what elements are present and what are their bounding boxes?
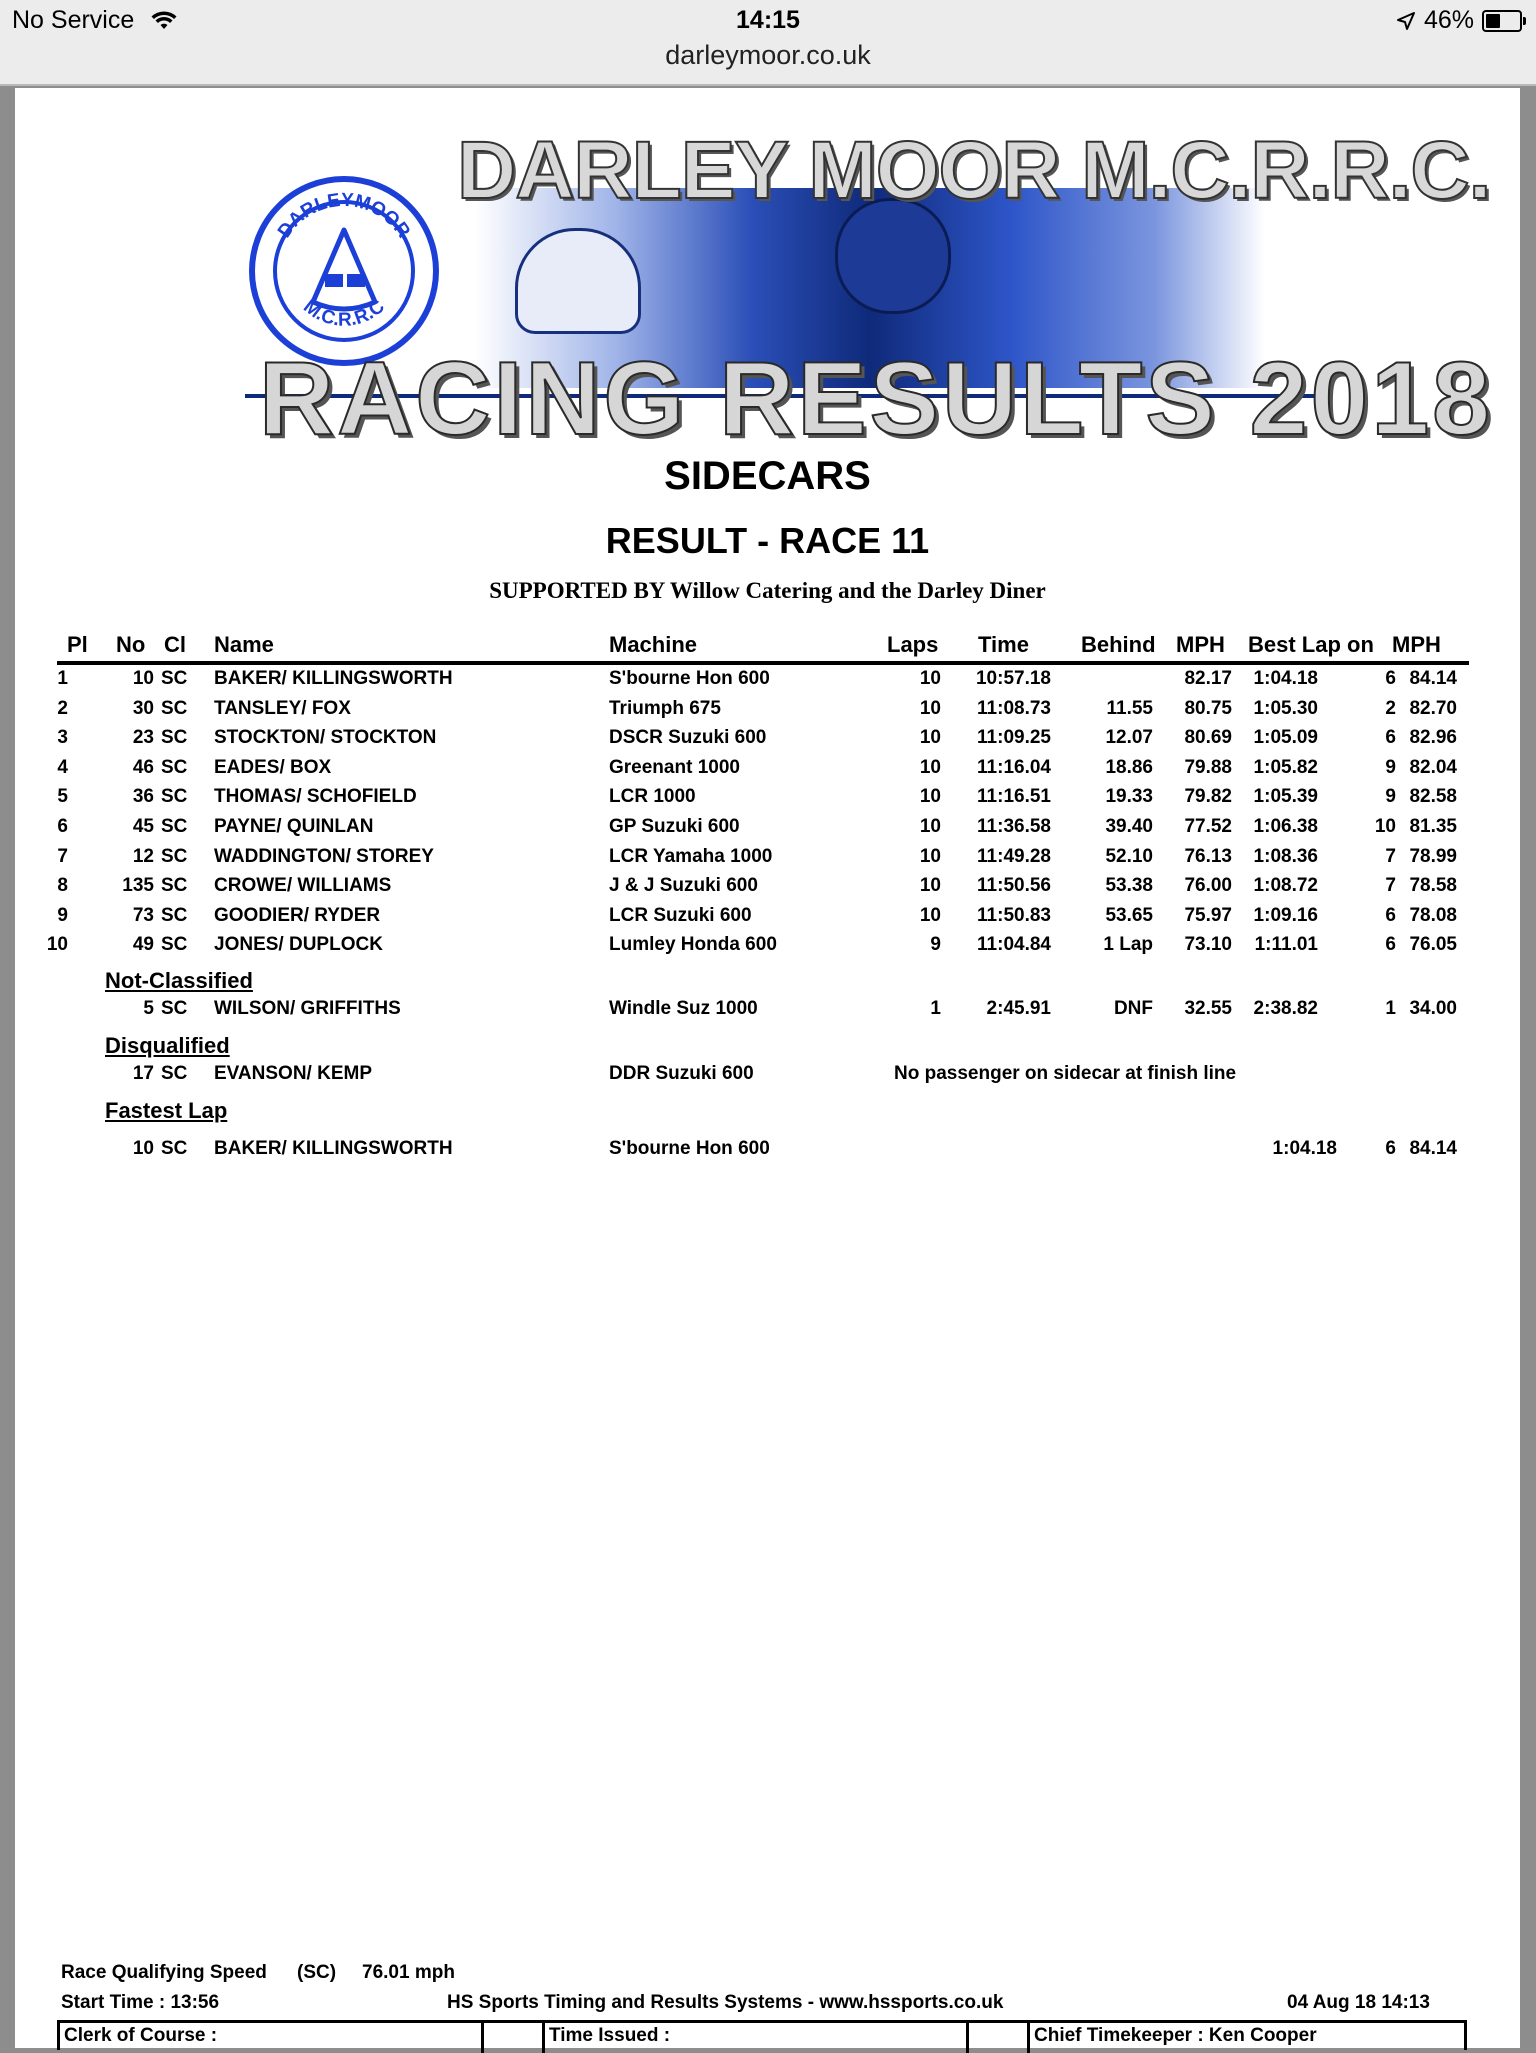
cell-place: 1 bbox=[57, 668, 68, 689]
battery-percent: 46% bbox=[1423, 6, 1474, 34]
cell-place: 10 bbox=[46, 934, 68, 956]
cell-no: 30 bbox=[132, 697, 154, 719]
cell-machine: Lumley Honda 600 bbox=[609, 934, 777, 956]
cell-best-mph: 76.05 bbox=[1409, 934, 1457, 956]
table-row bbox=[15, 668, 1520, 697]
cell-lap-on: 6 bbox=[1385, 727, 1396, 749]
cell-no: 17 bbox=[132, 1063, 154, 1084]
start-time: Start Time : 13:56 bbox=[61, 1992, 220, 2013]
col-header-cl: Cl bbox=[164, 632, 186, 657]
cell-machine: LCR Yamaha 1000 bbox=[609, 845, 773, 867]
class-title: SIDECARS bbox=[664, 454, 871, 498]
cell-best-mph: 82.70 bbox=[1409, 697, 1457, 719]
signature-box bbox=[57, 2020, 1467, 2050]
cell-machine: J & J Suzuki 600 bbox=[609, 875, 758, 897]
cell-best-lap: 1:05.39 bbox=[1253, 786, 1318, 808]
cell-behind: 52.10 bbox=[1105, 845, 1153, 867]
cell-dq-reason: No passenger on sidecar at finish line bbox=[894, 1063, 1237, 1084]
qualifying-speed-value: 76.01 mph bbox=[362, 1962, 455, 1983]
col-header-best-lap-on: Best Lap on bbox=[1248, 632, 1374, 657]
cell-class: SC bbox=[161, 786, 188, 808]
col-header-best-mph: MPH bbox=[1392, 632, 1441, 657]
table-row-fastest-lap bbox=[15, 1138, 1520, 1167]
cell-place: 4 bbox=[57, 756, 68, 778]
cell-mph: 73.10 bbox=[1184, 934, 1232, 956]
cell-time: 11:50.56 bbox=[977, 875, 1051, 897]
table-row-not-classified bbox=[15, 998, 1520, 1027]
cell-best-lap: 1:04.18 bbox=[1253, 668, 1318, 689]
cell-no: 135 bbox=[122, 875, 154, 897]
cell-machine: Greenant 1000 bbox=[609, 756, 740, 778]
cell-best-mph: 34.00 bbox=[1409, 998, 1457, 1019]
cell-best-mph: 84.14 bbox=[1409, 668, 1457, 689]
cell-best-lap: 1:09.16 bbox=[1253, 904, 1318, 926]
cell-best-lap: 1:08.36 bbox=[1253, 845, 1318, 867]
table-row bbox=[15, 816, 1520, 845]
carrier-label: No Service bbox=[12, 6, 135, 34]
cell-laps: 1 bbox=[930, 998, 941, 1019]
cell-no: 12 bbox=[132, 845, 154, 867]
table-row bbox=[15, 905, 1520, 934]
header-banner bbox=[235, 125, 1494, 468]
cell-best-lap: 1:05.82 bbox=[1253, 756, 1318, 778]
cell-class: SC bbox=[161, 998, 188, 1019]
cell-mph: 82.17 bbox=[1184, 668, 1232, 689]
status-right bbox=[1396, 6, 1522, 35]
cell-machine: Triumph 675 bbox=[609, 697, 721, 719]
cell-best-lap: 1:08.72 bbox=[1253, 875, 1318, 897]
cell-laps: 10 bbox=[919, 727, 941, 749]
cell-class: SC bbox=[161, 875, 188, 897]
cell-lap-on: 9 bbox=[1385, 786, 1396, 808]
cell-class: SC bbox=[161, 934, 188, 956]
club-logo bbox=[249, 176, 439, 366]
cell-best-mph: 82.58 bbox=[1409, 786, 1457, 808]
cell-time: 2:45.91 bbox=[986, 998, 1051, 1019]
cell-lap-on: 9 bbox=[1385, 756, 1396, 778]
clock: 14:15 bbox=[736, 6, 800, 34]
cell-name: EVANSON/ KEMP bbox=[214, 1063, 373, 1084]
cell-lap-on: 6 bbox=[1385, 1138, 1396, 1159]
cell-best-lap: 1:04.18 bbox=[1272, 1138, 1337, 1159]
table-row bbox=[15, 698, 1520, 727]
cell-lap-on: 10 bbox=[1374, 816, 1396, 837]
table-row-disqualified bbox=[15, 1063, 1520, 1092]
cell-mph: 76.00 bbox=[1184, 875, 1232, 897]
table-row bbox=[15, 727, 1520, 756]
cell-place: 3 bbox=[57, 727, 68, 749]
cell-class: SC bbox=[161, 727, 188, 749]
cell-class: SC bbox=[161, 1063, 188, 1084]
col-header-behind: Behind bbox=[1081, 632, 1156, 657]
cell-best-lap: 1:06.38 bbox=[1253, 816, 1318, 837]
cell-lap-on: 6 bbox=[1385, 904, 1396, 926]
cell-time: 11:04.84 bbox=[977, 934, 1051, 956]
svg-text:M.C.R.R.C: M.C.R.R.C bbox=[299, 296, 389, 331]
cell-behind: 19.33 bbox=[1105, 786, 1153, 808]
cell-best-mph: 78.99 bbox=[1409, 845, 1457, 867]
cell-time: 11:50.83 bbox=[977, 904, 1051, 926]
cell-behind: 11.55 bbox=[1106, 697, 1153, 719]
cell-class: SC bbox=[161, 668, 188, 689]
cell-time: 11:36.58 bbox=[977, 816, 1051, 837]
col-header-pl: Pl bbox=[67, 632, 88, 657]
cell-place: 6 bbox=[57, 816, 68, 837]
table-row bbox=[15, 875, 1520, 904]
cell-mph: 79.82 bbox=[1184, 786, 1232, 808]
signature-spacer bbox=[484, 2023, 545, 2053]
cell-no: 10 bbox=[132, 668, 154, 689]
logo-lettering bbox=[255, 182, 433, 360]
cell-lap-on: 7 bbox=[1385, 845, 1396, 867]
cell-lap-on: 7 bbox=[1385, 875, 1396, 897]
cell-machine: S'bourne Hon 600 bbox=[609, 668, 770, 689]
col-header-laps: Laps bbox=[887, 632, 939, 657]
pdf-page bbox=[15, 88, 1520, 2048]
disqualified-heading: Disqualified bbox=[105, 1033, 230, 1058]
cell-machine: DDR Suzuki 600 bbox=[609, 1063, 754, 1084]
cell-place: 2 bbox=[57, 697, 68, 719]
cell-name: EADES/ BOX bbox=[214, 756, 332, 778]
cell-laps: 10 bbox=[919, 786, 941, 808]
col-header-time: Time bbox=[978, 632, 1029, 657]
not-classified-heading: Not-Classified bbox=[105, 968, 253, 993]
cell-behind: 12.07 bbox=[1105, 727, 1153, 749]
location-arrow-icon bbox=[1396, 11, 1416, 31]
cell-lap-on: 6 bbox=[1385, 934, 1396, 956]
cell-behind: 18.86 bbox=[1105, 756, 1153, 778]
timing-system-credit: HS Sports Timing and Results Systems - www.hssports.co.uk bbox=[447, 1992, 1004, 2013]
banner-subtitle: RACING RESULTS 2018 bbox=[259, 341, 1494, 457]
col-header-name: Name bbox=[214, 632, 274, 657]
cell-class: SC bbox=[161, 845, 188, 867]
cell-laps: 10 bbox=[919, 697, 941, 719]
qualifying-class: (SC) bbox=[297, 1962, 337, 1983]
col-header-no: No bbox=[116, 632, 146, 657]
cell-best-mph: 84.14 bbox=[1409, 1138, 1457, 1159]
qualifying-speed-label: Race Qualifying Speed bbox=[61, 1962, 267, 1983]
cell-no: 23 bbox=[132, 727, 154, 749]
cell-mph: 80.69 bbox=[1184, 727, 1232, 749]
time-issued-field: Time Issued : bbox=[545, 2023, 969, 2053]
cell-no: 46 bbox=[132, 756, 154, 778]
cell-best-mph: 82.96 bbox=[1409, 727, 1457, 749]
svg-text:DARLEYMOOR: DARLEYMOOR bbox=[274, 189, 414, 242]
cell-name: BAKER/ KILLINGSWORTH bbox=[214, 1138, 453, 1159]
cell-lap-on: 2 bbox=[1385, 697, 1396, 719]
banner-title: DARLEY MOOR M.C.R.R.C. bbox=[457, 125, 1491, 216]
cell-class: SC bbox=[161, 904, 188, 926]
cell-mph: 32.55 bbox=[1184, 998, 1232, 1019]
col-header-mph: MPH bbox=[1176, 632, 1225, 657]
cell-name: BAKER/ KILLINGSWORTH bbox=[214, 668, 453, 689]
cell-name: WILSON/ GRIFFITHS bbox=[214, 998, 401, 1019]
cell-best-mph: 78.08 bbox=[1409, 904, 1457, 926]
sponsor-line: SUPPORTED BY Willow Catering and the Darley Diner bbox=[489, 578, 1046, 603]
cell-behind: DNF bbox=[1113, 998, 1153, 1019]
cell-best-mph: 78.58 bbox=[1409, 875, 1457, 897]
cell-machine: S'bourne Hon 600 bbox=[609, 1138, 770, 1159]
cell-mph: 76.13 bbox=[1184, 845, 1232, 867]
cell-mph: 77.52 bbox=[1184, 816, 1232, 837]
cell-best-mph: 81.35 bbox=[1409, 816, 1457, 837]
cell-best-lap: 1:05.30 bbox=[1253, 697, 1318, 719]
table-row bbox=[15, 786, 1520, 815]
cell-time: 10:57.18 bbox=[975, 668, 1051, 689]
status-bar bbox=[0, 0, 1536, 86]
fastest-lap-heading: Fastest Lap bbox=[105, 1098, 228, 1123]
cell-place: 9 bbox=[57, 904, 68, 926]
cell-laps: 9 bbox=[930, 934, 941, 956]
cell-name: TANSLEY/ FOX bbox=[214, 697, 351, 719]
cell-name: JONES/ DUPLOCK bbox=[214, 934, 383, 956]
cell-mph: 80.75 bbox=[1184, 697, 1232, 719]
cell-time: 11:08.73 bbox=[977, 697, 1051, 719]
cell-machine: LCR 1000 bbox=[609, 786, 696, 808]
cell-behind: 53.38 bbox=[1105, 875, 1153, 897]
cell-name: CROWE/ WILLIAMS bbox=[214, 875, 392, 897]
issued-datetime: 04 Aug 18 14:13 bbox=[1287, 1992, 1430, 2013]
cell-no: 73 bbox=[132, 904, 154, 926]
table-row bbox=[15, 757, 1520, 786]
signature-spacer-2 bbox=[969, 2023, 1030, 2053]
cell-best-lap: 1:05.09 bbox=[1253, 727, 1318, 749]
table-row bbox=[15, 934, 1520, 963]
table-row bbox=[15, 846, 1520, 875]
cell-place: 7 bbox=[57, 845, 68, 867]
cell-place: 5 bbox=[57, 786, 68, 808]
cell-name: WADDINGTON/ STOREY bbox=[214, 845, 434, 867]
cell-name: STOCKTON/ STOCKTON bbox=[214, 727, 437, 749]
cell-laps: 10 bbox=[919, 756, 941, 778]
cell-lap-on: 6 bbox=[1385, 668, 1396, 689]
cell-behind: 1 Lap bbox=[1103, 934, 1153, 956]
cell-time: 11:16.51 bbox=[977, 786, 1051, 808]
cell-behind: 39.40 bbox=[1105, 816, 1153, 837]
race-title: RESULT - RACE 11 bbox=[605, 520, 930, 561]
cell-behind: 53.65 bbox=[1105, 904, 1153, 926]
cell-lap-on: 1 bbox=[1385, 998, 1396, 1019]
cell-time: 11:16.04 bbox=[977, 756, 1051, 778]
cell-name: GOODIER/ RYDER bbox=[214, 904, 381, 926]
cell-no: 45 bbox=[132, 816, 154, 837]
battery-fill bbox=[1486, 14, 1500, 28]
cell-time: 11:49.28 bbox=[977, 845, 1051, 867]
col-header-machine: Machine bbox=[609, 632, 698, 657]
cell-class: SC bbox=[161, 756, 188, 778]
battery-icon bbox=[1482, 10, 1522, 32]
rider-helmet-image bbox=[515, 228, 641, 334]
cell-no: 10 bbox=[132, 1138, 154, 1159]
cell-class: SC bbox=[161, 1138, 188, 1159]
cell-best-mph: 82.04 bbox=[1409, 756, 1457, 778]
chief-timekeeper-field: Chief Timekeeper : Ken Cooper bbox=[1034, 2025, 1317, 2046]
cell-machine: GP Suzuki 600 bbox=[609, 816, 740, 837]
clerk-of-course-field: Clerk of Course : bbox=[60, 2023, 484, 2053]
cell-mph: 79.88 bbox=[1184, 756, 1232, 778]
cell-time: 11:09.25 bbox=[977, 727, 1051, 749]
header-rule bbox=[57, 661, 1469, 665]
cell-mph: 75.97 bbox=[1184, 904, 1232, 926]
cell-class: SC bbox=[161, 697, 188, 719]
cell-laps: 10 bbox=[919, 668, 941, 689]
cell-machine: Windle Suz 1000 bbox=[609, 998, 758, 1019]
cell-machine: DSCR Suzuki 600 bbox=[609, 727, 767, 749]
cell-no: 5 bbox=[143, 998, 154, 1019]
cell-place: 8 bbox=[57, 875, 68, 897]
cell-laps: 10 bbox=[919, 845, 941, 867]
cell-name: THOMAS/ SCHOFIELD bbox=[214, 786, 417, 808]
cell-name: PAYNE/ QUINLAN bbox=[214, 816, 374, 837]
cell-no: 36 bbox=[132, 786, 154, 808]
cell-laps: 10 bbox=[919, 904, 941, 926]
cell-best-lap: 1:11.01 bbox=[1254, 934, 1318, 956]
cell-machine: LCR Suzuki 600 bbox=[609, 904, 752, 926]
cell-laps: 10 bbox=[919, 875, 941, 897]
cell-best-lap: 2:38.82 bbox=[1253, 998, 1318, 1019]
address-bar-url[interactable]: darleymoor.co.uk bbox=[665, 40, 871, 70]
cell-laps: 10 bbox=[919, 816, 941, 837]
cell-class: SC bbox=[161, 816, 188, 837]
cell-no: 49 bbox=[132, 934, 154, 956]
